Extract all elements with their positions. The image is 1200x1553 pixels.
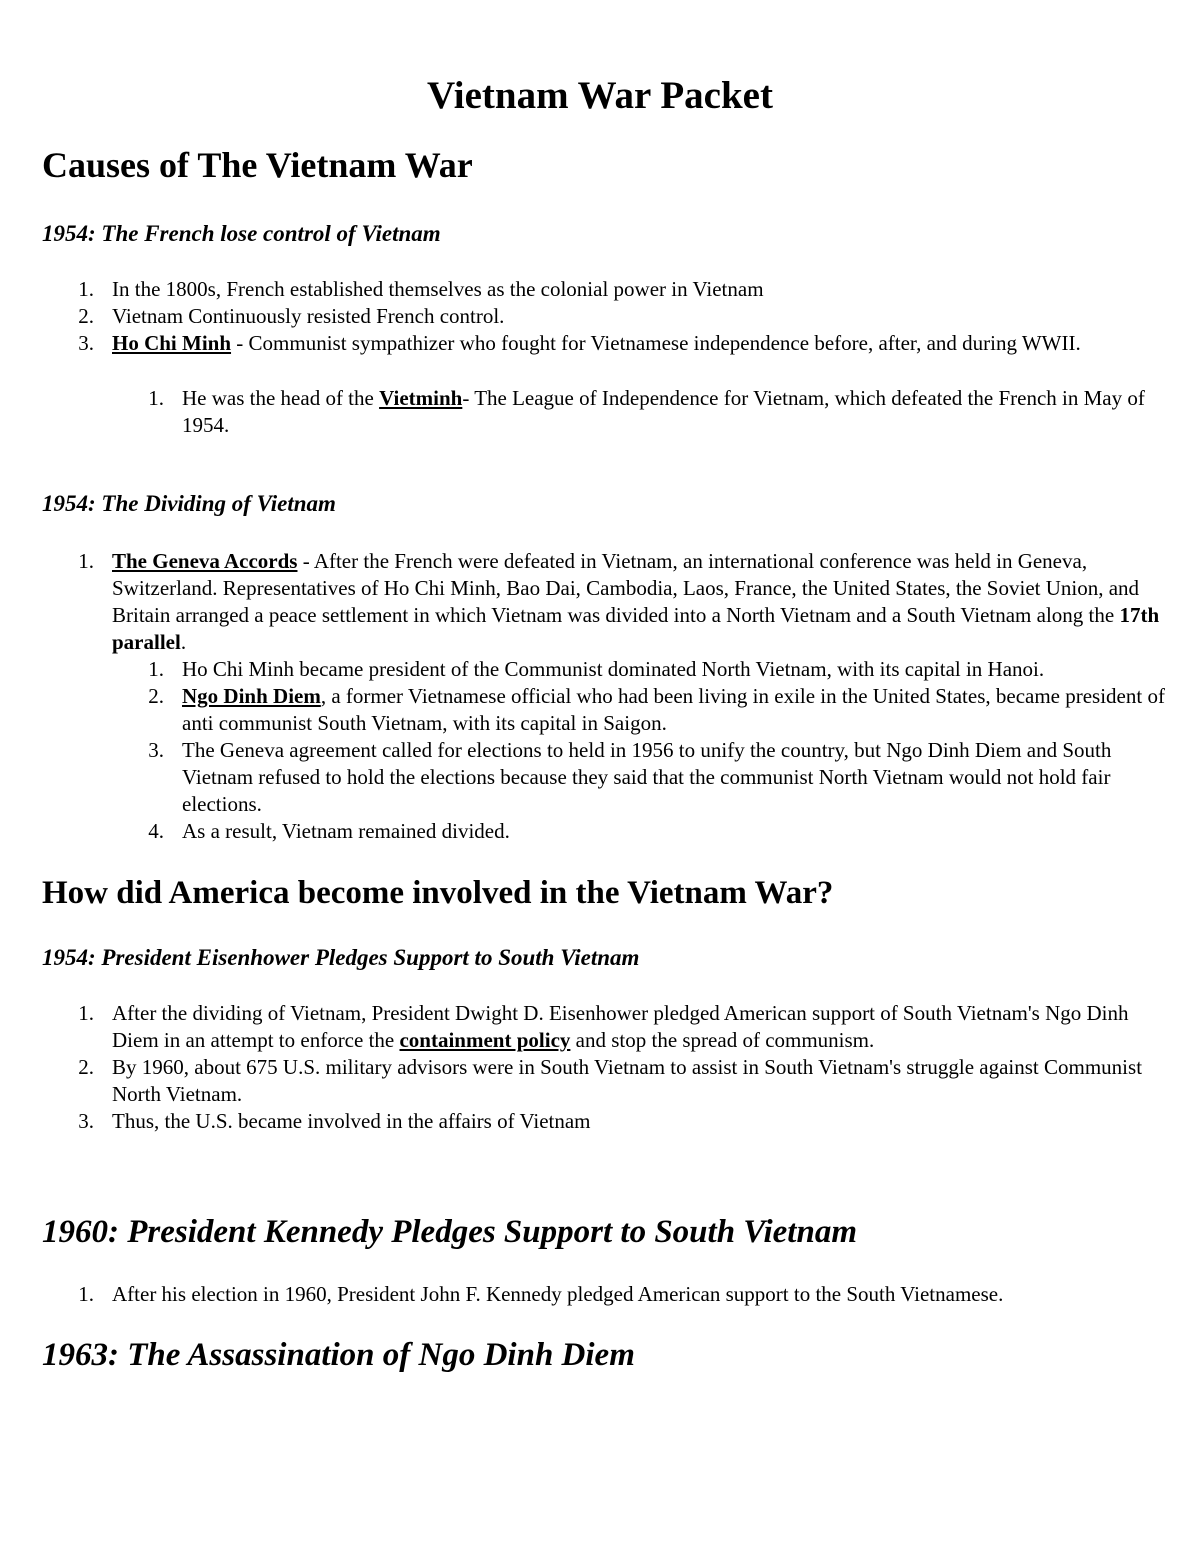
list-number: 2.	[148, 684, 164, 708]
subheading-kennedy: 1960: President Kennedy Pledges Support to South Vietnam	[42, 1214, 857, 1250]
list-text: As a result, Vietnam remained divided.	[182, 819, 510, 843]
list-number: 3.	[78, 331, 94, 355]
list-text-body: , a former Vietnamese official who had been living in exile in the United States, became president of anti communist South Vietnam, with its capital in Saigon.	[182, 684, 1165, 735]
list-number: 1.	[78, 549, 94, 573]
list-number: 1.	[78, 277, 94, 301]
term-geneva-accords: The Geneva Accords	[112, 549, 298, 573]
list-number: 3.	[148, 738, 164, 762]
list-text	[182, 683, 1172, 737]
list-text: Ho Chi Minh became president of the Communist dominated North Vietnam, with its capital in Hanoi.	[182, 657, 1045, 681]
list-text: Thus, the U.S. became involved in the affairs of Vietnam	[112, 1109, 591, 1133]
list-text-end: .	[180, 630, 187, 654]
list-text-body: - Communist sympathizer who fought for Vietnamese independence before, after, and during WWII.	[231, 331, 1081, 355]
list-text	[182, 385, 1172, 439]
list-text: Vietnam Continuously resisted French control.	[112, 304, 505, 328]
list-text	[112, 330, 1172, 357]
list-text: After his election in 1960, President John F. Kennedy pledged American support to the South Vietnamese.	[112, 1282, 1004, 1306]
list-text: In the 1800s, French established themselves as the colonial power in Vietnam	[112, 277, 764, 301]
subheading-french-lose-control: 1954: The French lose control of Vietnam	[42, 221, 441, 246]
list-number: 2.	[78, 1055, 94, 1079]
list-text-body: - After the French were defeated in Vietnam, an international conference was held in Geneva, Switzerland. Representatives of Ho Chi Minh, Bao Dai, Cambodia, Laos, France, the United States, the Soviet Union, and Britain arranged a peace settlement in which Vietnam was divided into a North Vietnam and a South Vietnam along the	[112, 549, 1140, 627]
term-containment-policy: containment policy	[399, 1028, 571, 1052]
subheading-eisenhower: 1954: President Eisenhower Pledges Support to South Vietnam	[42, 945, 640, 970]
subheading-dividing-of-vietnam: 1954: The Dividing of Vietnam	[42, 491, 336, 516]
list-number: 1.	[78, 1001, 94, 1025]
subheading-diem-assassination: 1963: The Assassination of Ngo Dinh Diem	[42, 1337, 635, 1373]
list-text	[112, 1000, 1172, 1054]
list-number: 2.	[78, 304, 94, 328]
list-number: 4.	[148, 819, 164, 843]
term-ho-chi-minh: Ho Chi Minh	[112, 331, 232, 355]
section-heading-causes: Causes of The Vietnam War	[42, 145, 473, 185]
term-ngo-dinh-diem: Ngo Dinh Diem	[182, 684, 321, 708]
list-number: 1.	[148, 657, 164, 681]
list-number: 3.	[78, 1109, 94, 1133]
list-number: 1.	[78, 1282, 94, 1306]
section-heading-america-involved: How did America become involved in the Vietnam War?	[42, 875, 834, 911]
list-number: 1.	[148, 386, 164, 410]
list-text-pre: He was the head of the	[182, 386, 380, 410]
list-text: The Geneva agreement called for elections to held in 1956 to unify the country, but Ngo Dinh Diem and South Vietnam refused to hold the elections because they said that the communist North Vietnam would not hold fair elections.	[182, 738, 1112, 816]
list-text-body: and stop the spread of communism.	[570, 1028, 875, 1052]
term-17th-parallel: 17th parallel	[112, 603, 1160, 654]
term-vietminh: Vietminh	[379, 386, 463, 410]
list-text: By 1960, about 675 U.S. military advisors were in South Vietnam to assist in South Vietnam's struggle against Communist North Vietnam.	[112, 1055, 1143, 1106]
list-text-pre: After the dividing of Vietnam, President Dwight D. Eisenhower pledged American support of South Vietnam's Ngo Dinh Diem in an attempt to enforce the	[112, 1001, 1129, 1052]
list-text-body: - The League of Independence for Vietnam, which defeated the French in May of 1954.	[182, 386, 1145, 437]
page-title: Vietnam War Packet	[427, 74, 773, 117]
list-text	[112, 548, 1172, 656]
